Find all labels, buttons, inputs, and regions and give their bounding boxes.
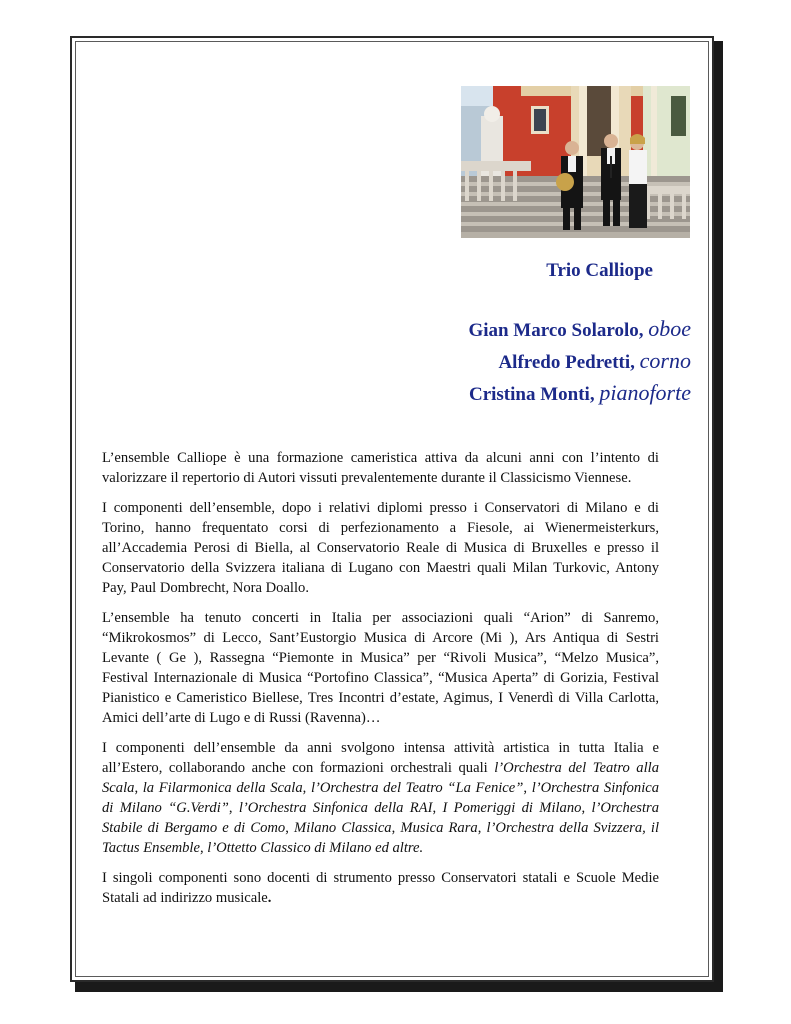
member-line	[322, 378, 691, 410]
member-name: Alfredo Pedretti,	[498, 352, 635, 373]
paragraph-teaching	[102, 868, 659, 908]
biography-text	[102, 448, 659, 918]
paragraph-concerts: L’ensemble ha tenuto concerti in Italia per associazioni quali “Arion” di Sanremo, “Mikrokosmos” di Lecco, Sant’Eustorgio Musica di Arcore (Mi ), Ars Antiqua di Sestri Levante ( Ge ), Rassegna “Piemonte in Musica” per “Rivoli Musica”, “Melzo Musica”, Festival Internazionale di Musica “Portofino Classica”, “Musica Aperta” di Gorizia, Festival Pianistico e Cameristico Biellese, Tres Incontri d’estate, Agimus, I Venerdì di Villa Carlotta, Amici dell’arte di Lugo e di Russi (Ravenna)…	[102, 610, 659, 726]
member-instrument: oboe	[648, 316, 691, 341]
page-frame	[70, 36, 714, 982]
orchestra-name: l’Orchestra Stabile di Bergamo e di Como	[102, 800, 660, 836]
ensemble-title: Trio Calliope	[546, 260, 653, 281]
paragraph-intro: L’ensemble Calliope è una formazione cameristica attiva da alcuni anni con l’intento di valorizzare il repertorio di Autori vissuti prevalentemente durante il Classicismo Viennese.	[102, 450, 659, 486]
orchestra-name: l’Ottetto Classico di Milano ed altre.	[207, 840, 424, 856]
teaching-end: .	[267, 890, 272, 906]
orchestra-name: l’Orchestra Sinfonica di Milano “G.Verdi”	[102, 780, 660, 816]
orchestra-name: l’Orchestra del Teatro “La Fenice”	[310, 780, 524, 796]
member-instrument: pianoforte	[599, 380, 691, 405]
orchestra-name: la Filarmonica della Scala	[142, 780, 303, 796]
orchestra-name: l’Orchestra della Svizzera, il Tactus Ensemble	[102, 820, 660, 856]
teaching-text: I singoli componenti sono docenti di strumento presso Conservatori statali e Scuole Medie Statali ad indirizzo musicale	[102, 870, 659, 906]
paragraph-orchestras: I componenti dell’ensemble da anni svolgono intensa attività artistica in tutta Italia e all’Estero, collaborando anche con formazioni orchestrali quali l’Orchestra del Teatro alla Scala, la Filarmonica della Scala, l’Orchestra del Teatro “La Fenice”, l’Orchestra Sinfonica di Milano “G.Verdi”, l’Orchestra Sinfonica della RAI, I Pomeriggi di Milano, l’Orchestra Stabile di Bergamo e di Como, Milano Classica, Musica Rara, l’Orchestra della Svizzera, il Tactus Ensemble, l’Ottetto Classico di Milano ed altre.	[102, 740, 660, 856]
member-instrument: corno	[639, 348, 691, 373]
orchestra-name: Musica Rara	[400, 820, 478, 836]
member-line	[322, 346, 691, 378]
orchestra-name: Milano Classica	[294, 820, 392, 836]
orchestra-name: l’Orchestra del Teatro alla Scala	[102, 760, 659, 796]
member-name: Cristina Monti,	[468, 384, 595, 405]
orchestra-name: l’Orchestra Sinfonica della RAI	[238, 800, 433, 816]
orchestras-intro: I componenti dell’ensemble da anni svolgono intensa attività artistica in tutta Italia e all’Estero, collaborando anche con formazioni orchestrali quali	[102, 740, 659, 776]
member-name: Gian Marco Solarolo,	[468, 320, 644, 341]
paragraph-studies: I componenti dell’ensemble, dopo i relativi diplomi presso i Conservatori di Milano e di Torino, hanno frequentato corsi di perfezionamento a Fiesole, ai Wienermeisterkurs, all’Accademia Perosi di Biella, al Conservatorio Reale di Musica di Bruxelles e presso il Conservatorio della Svizzera italiana di Lugano con Maestri quali Milan Turkovic, Antony Pay, Paul Dombrecht, Nora Doallo.	[102, 500, 659, 596]
member-line	[322, 314, 691, 346]
members-list	[322, 314, 691, 410]
ensemble-photo	[461, 86, 690, 238]
orchestra-name: I Pomeriggi di Milano	[442, 800, 582, 816]
